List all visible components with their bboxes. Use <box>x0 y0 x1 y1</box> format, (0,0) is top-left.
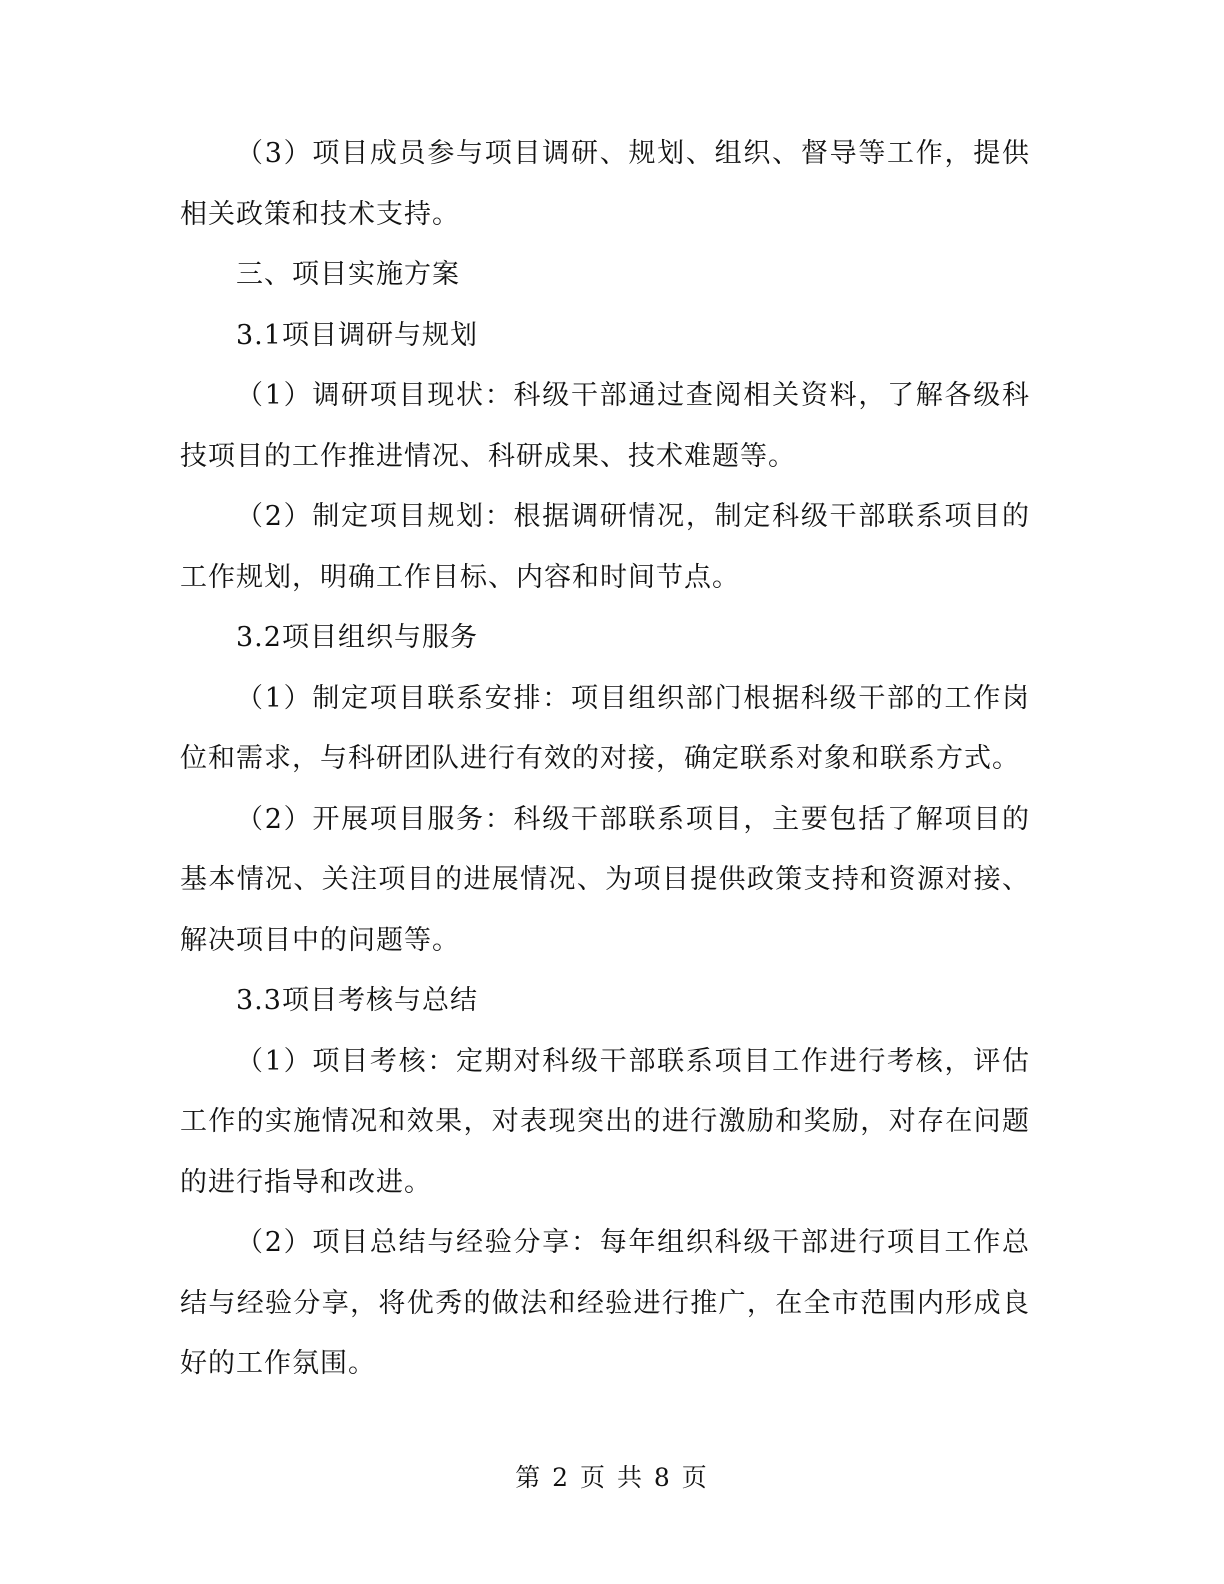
paragraph-summary-sharing: （2）项目总结与经验分享：每年组织科级干部进行项目工作总结与经验分享，将优秀的做法和经验进行推广，在全市范围内形成良好的工作氛围。 <box>180 1227 1030 1379</box>
subsection-heading-3-3: 3.3项目考核与总结 <box>236 985 478 1016</box>
subsection-heading-3-1: 3.1项目调研与规划 <box>236 319 478 351</box>
paragraph-project-service: （2）开展项目服务：科级干部联系项目，主要包括了解项目的基本情况、关注项目的进展情况、为项目提供政策支持和资源对接、解决项目中的问题等。 <box>180 803 1030 956</box>
document-body <box>180 124 1030 1395</box>
paragraph-research-status: （1）调研项目现状：科级干部通过查阅相关资料，了解各级科技项目的工作推进情况、科研成果、技术难题等。 <box>180 380 1030 472</box>
page-number-footer: 第 2 页 共 8 页 <box>515 1463 709 1492</box>
paragraph-contact-arrangement: （1）制定项目联系安排：项目组织部门根据科级干部的工作岗位和需求，与科研团队进行有效的对接，确定联系对象和联系方式。 <box>180 682 1030 774</box>
paragraph-member-duties: （3）项目成员参与项目调研、规划、组织、督导等工作，提供相关政策和技术支持。 <box>180 138 1030 230</box>
section-heading-implementation: 三、项目实施方案 <box>236 259 460 290</box>
paragraph-project-assessment: （1）项目考核：定期对科级干部联系项目工作进行考核，评估工作的实施情况和效果，对表现突出的进行激励和奖励，对存在问题的进行指导和改进。 <box>180 1045 1030 1198</box>
subsection-heading-3-2: 3.2项目组织与服务 <box>236 622 478 653</box>
paragraph-project-planning: （2）制定项目规划：根据调研情况，制定科级干部联系项目的工作规划，明确工作目标、内容和时间节点。 <box>180 501 1030 593</box>
